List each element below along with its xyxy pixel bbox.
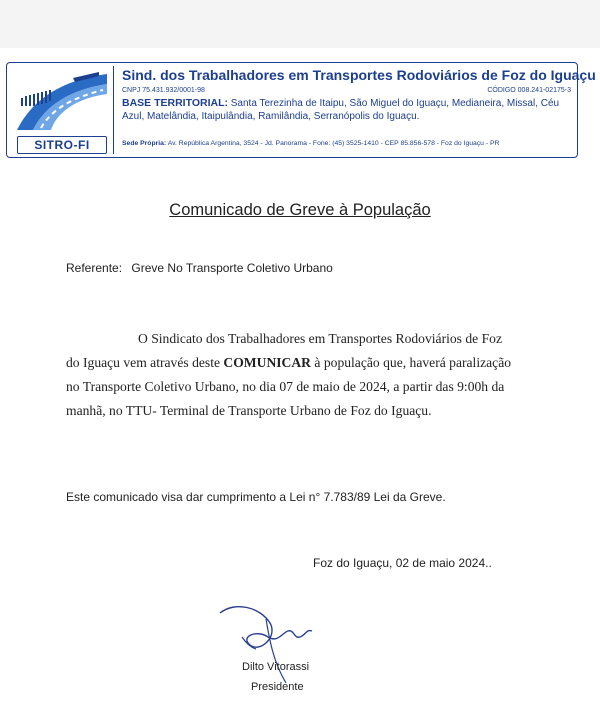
top-background	[0, 0, 600, 48]
document-title: Comunicado de Greve à População	[169, 201, 431, 219]
codigo: CÓDIGO 008.241-02175-3	[487, 87, 571, 94]
sede-propria	[122, 140, 499, 147]
signature-scribble	[190, 593, 340, 688]
document-page	[0, 48, 600, 721]
org-name: Sind. dos Trabalhadores em Transportes Rodoviários de Foz do Iguaçu	[122, 67, 596, 83]
letterhead	[6, 62, 596, 158]
paragraph-emphasis: COMUNICAR	[223, 355, 312, 370]
paragraph-part-1: O Sindicato dos Trabalhadores em Transportes Rodoviários de Foz do Iguaçu vem através deste	[66, 331, 502, 370]
base-label: BASE TERRITORIAL:	[122, 97, 228, 109]
ref-value: Greve No Transporte Coletivo Urbano	[131, 261, 333, 275]
paragraph-part-2: à população que, haverá paralização no Transporte Coletivo Urbano, no dia 07 de maio de 2024, a partir das 9:00h da manhã, no TTU- Terminal de Transporte Urbano de Foz do Iguaçu.	[66, 355, 512, 418]
reference-line	[66, 261, 333, 275]
place-date: Foz do Iguaçu, 02 de maio 2024..	[313, 556, 492, 570]
ref-label: Referente:	[66, 261, 123, 275]
base-territorial	[122, 97, 577, 123]
signer-name: Dilto Vitorassi	[242, 661, 310, 673]
base-text: Santa Terezinha de Itaipu, São Miguel do Iguaçu, Medianeira, Missal, Céu Azul, Matelândia, Itaipulândia, Ramilândia, Serranópolis do Iguaçu.	[122, 98, 560, 122]
signer-role: Presidente	[251, 681, 304, 693]
cnpj: CNPJ 75.431.932/0001-98	[122, 87, 205, 94]
road-logo-icon	[13, 68, 109, 134]
sede-text: Av. República Argentina, 3524 - Jd. Panorama - Fone: (45) 3525-1410 - CEP 85.856-578 - Foz do Iguaçu - PR	[167, 140, 500, 147]
main-paragraph	[66, 327, 518, 423]
logo	[9, 66, 114, 154]
sede-label: Sede Própria:	[122, 140, 167, 147]
logo-text: SITRO-FI	[17, 136, 107, 154]
law-statement: Este comunicado visa dar cumprimento a Lei n° 7.783/89 Lei da Greve.	[66, 490, 446, 504]
